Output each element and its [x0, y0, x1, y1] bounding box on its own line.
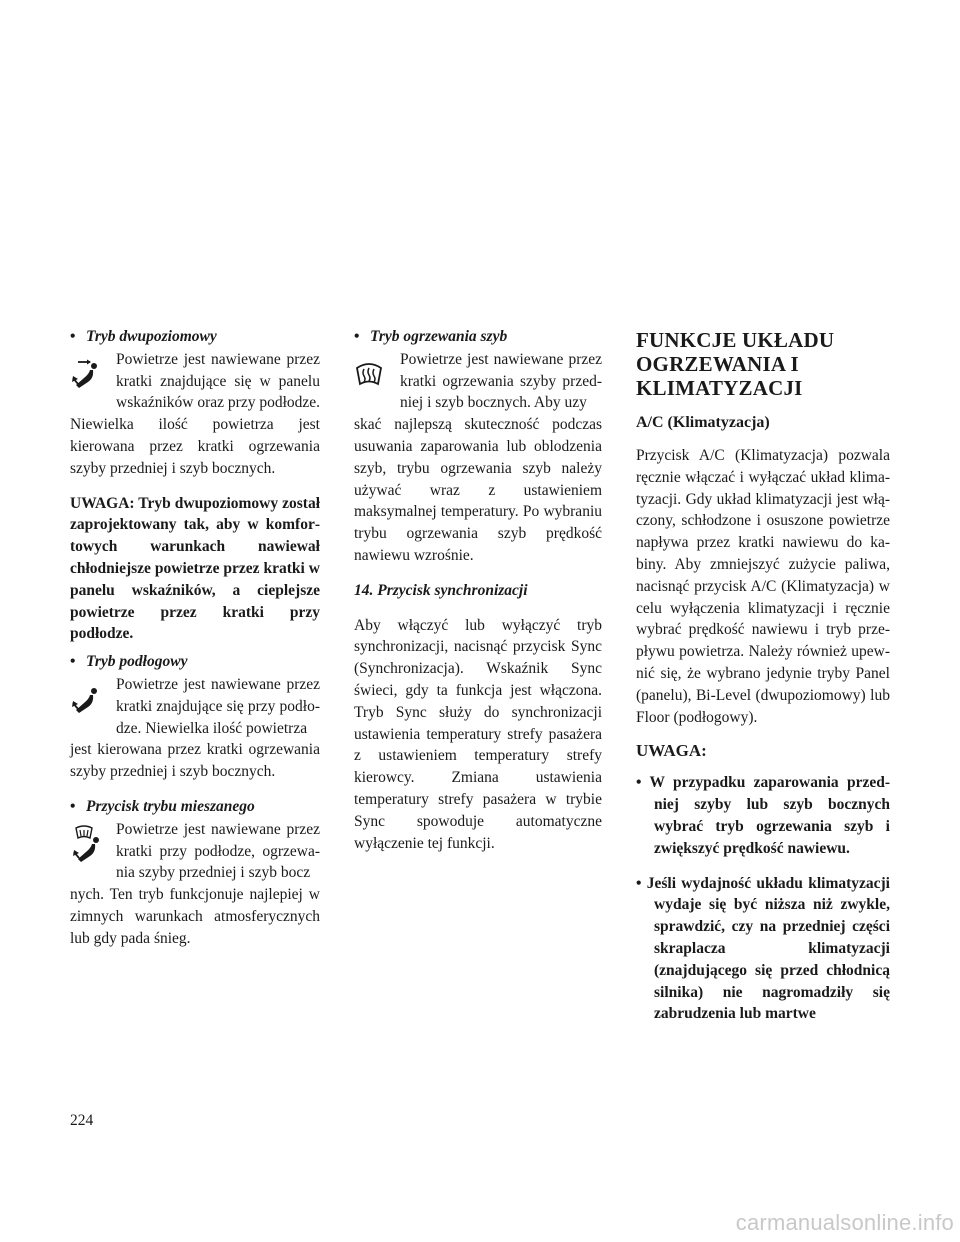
mode-mix-indented-text: Powietrze jest nawiewane przez kratki przy podłodze, ogrzewania szyby przedniej i szyb bocz	[116, 820, 320, 882]
mode-mix-rest-text: nych. Ten tryb funkcjonuje najlepiej w zimnych warunkach atmosferycznych lub gdy pada śnieg.	[70, 886, 320, 947]
watermark: carmanualsonline.info	[735, 1210, 954, 1235]
mode-floor-heading: • Tryb podłogowy	[70, 653, 188, 671]
column-right	[636, 326, 890, 1025]
section-title: FUNKCJE UKŁADU OGRZEWANIA I KLIMATYZACJI	[636, 328, 835, 400]
mode-bilevel-rest-text: Niewielka ilość powietrza jest kierowana przez kratki ogrzewania szyby przedniej i szyb bocznych.	[70, 416, 320, 477]
mode-mix-heading: • Przycisk trybu mieszanego	[70, 797, 255, 815]
mode-bilevel-indented-text: Powietrze jest nawiewane przez kratki znajdujące się w panelu wskaźników oraz przy podłodze.	[116, 350, 321, 412]
page-number: 224	[70, 1112, 94, 1129]
mode-defrost-indented-text: Powietrze jest nawiewane przez kratki ogrzewania szyby przedniej i szyb bocznych. Aby uzy	[400, 350, 602, 412]
mode-bilevel-heading: • Tryb dwupoziomowy	[70, 328, 217, 345]
mode-floor-indented-text: Powietrze jest nawiewane przez kratki znajdujące się przy podłodze. Niewielka ilość powietrza	[116, 675, 320, 737]
floor-mode-icon	[70, 674, 116, 726]
mode-mix-block	[70, 819, 320, 884]
mode-defrost-heading: • Tryb ogrzewania szyb	[354, 328, 508, 345]
defrost-mode-icon	[354, 349, 400, 401]
mix-mode-icon	[70, 819, 116, 871]
column-left	[70, 326, 320, 950]
mode-floor-block	[70, 674, 320, 739]
sync-text: Aby włączyć lub wyłączyć tryb synchronizacji, nacisnąć przycisk Sync (Synchronizacja). Wskaźnik Sync świeci, gdy ta funkcja jest włączona. Tryb Sync służy do synchronizacji ustawienia temperatury strefy pasażera z ustawieniem temperatury strefy kierowcy. Zmiana ustawienia temperatury strefy pasażera w trybie Sync spowoduje automatyczne wyłączenie tej funkcji.	[354, 616, 602, 852]
bilevel-note: UWAGA: Tryb dwupoziomowy został zaprojektowany tak, aby w komfortowych warunkach nawiewał chłodniejsze powietrze przez kratki w panelu wskaźników, a cieplejsze powietrze przez kratki przy podłodze.	[70, 494, 320, 643]
ac-text: Przycisk A/C (Klimatyzacja) pozwala ręcznie włączać i wyłączać układ klimatyzacji. Gdy układ klimatyzacji jest włączony, schłodzone i osuszone powietrze napływa przez kratki nawiewu do kabiny. Aby zmniejszyć zużycie paliwa, nacisnąć przycisk A/C (Klimatyzacja) w celu wyłączenia klimatyzacji i ręcznie wybrać prędkość nawiewu i tryb przepływu powietrza. Należy również upewnić się, że wybrano jedynie tryby Panel (panelu), Bi-Level (dwupoziomowy) lub Floor (podłogowy).	[636, 447, 890, 726]
ac-heading: A/C (Klimatyzacja)	[636, 414, 770, 431]
bilevel-mode-icon	[70, 349, 116, 401]
list-item: • W przypadku zaparowania przedniej szyby lub szyb bocznych wybrać tryb ogrzewania szyb i zwiększyć prędkość nawiewu.	[636, 774, 890, 857]
sync-heading: 14. Przycisk synchronizacji	[354, 581, 528, 599]
mode-defrost-rest-text: skać najlepszą skuteczność podczas usuwania zaparowania lub oblodzenia szyb, trybu ogrzewania szyb należy używać wraz z ustawieniem maksymalnej temperatury. Po wybraniu trybu ogrzewania szyb prędkość nawiewu wzrośnie.	[354, 416, 602, 564]
note-heading: UWAGA:	[636, 741, 707, 761]
mode-floor-rest-text: jest kierowana przez kratki ogrzewania szyby przedniej i szyb bocznych.	[70, 741, 320, 781]
list-item: • Jeśli wydajność układu klimatyzacji wydaje się być niższa niż zwykle, sprawdzić, czy na przedniej części skraplacza klimatyzacji (znajdującego się przed chłodnicą silnika) nie nagromadziły się zabrudzenia lub martwe	[636, 874, 890, 1023]
column-middle	[354, 326, 602, 854]
mode-defrost-block	[354, 349, 602, 414]
mode-bilevel-block	[70, 349, 320, 414]
note-list	[636, 772, 890, 1025]
